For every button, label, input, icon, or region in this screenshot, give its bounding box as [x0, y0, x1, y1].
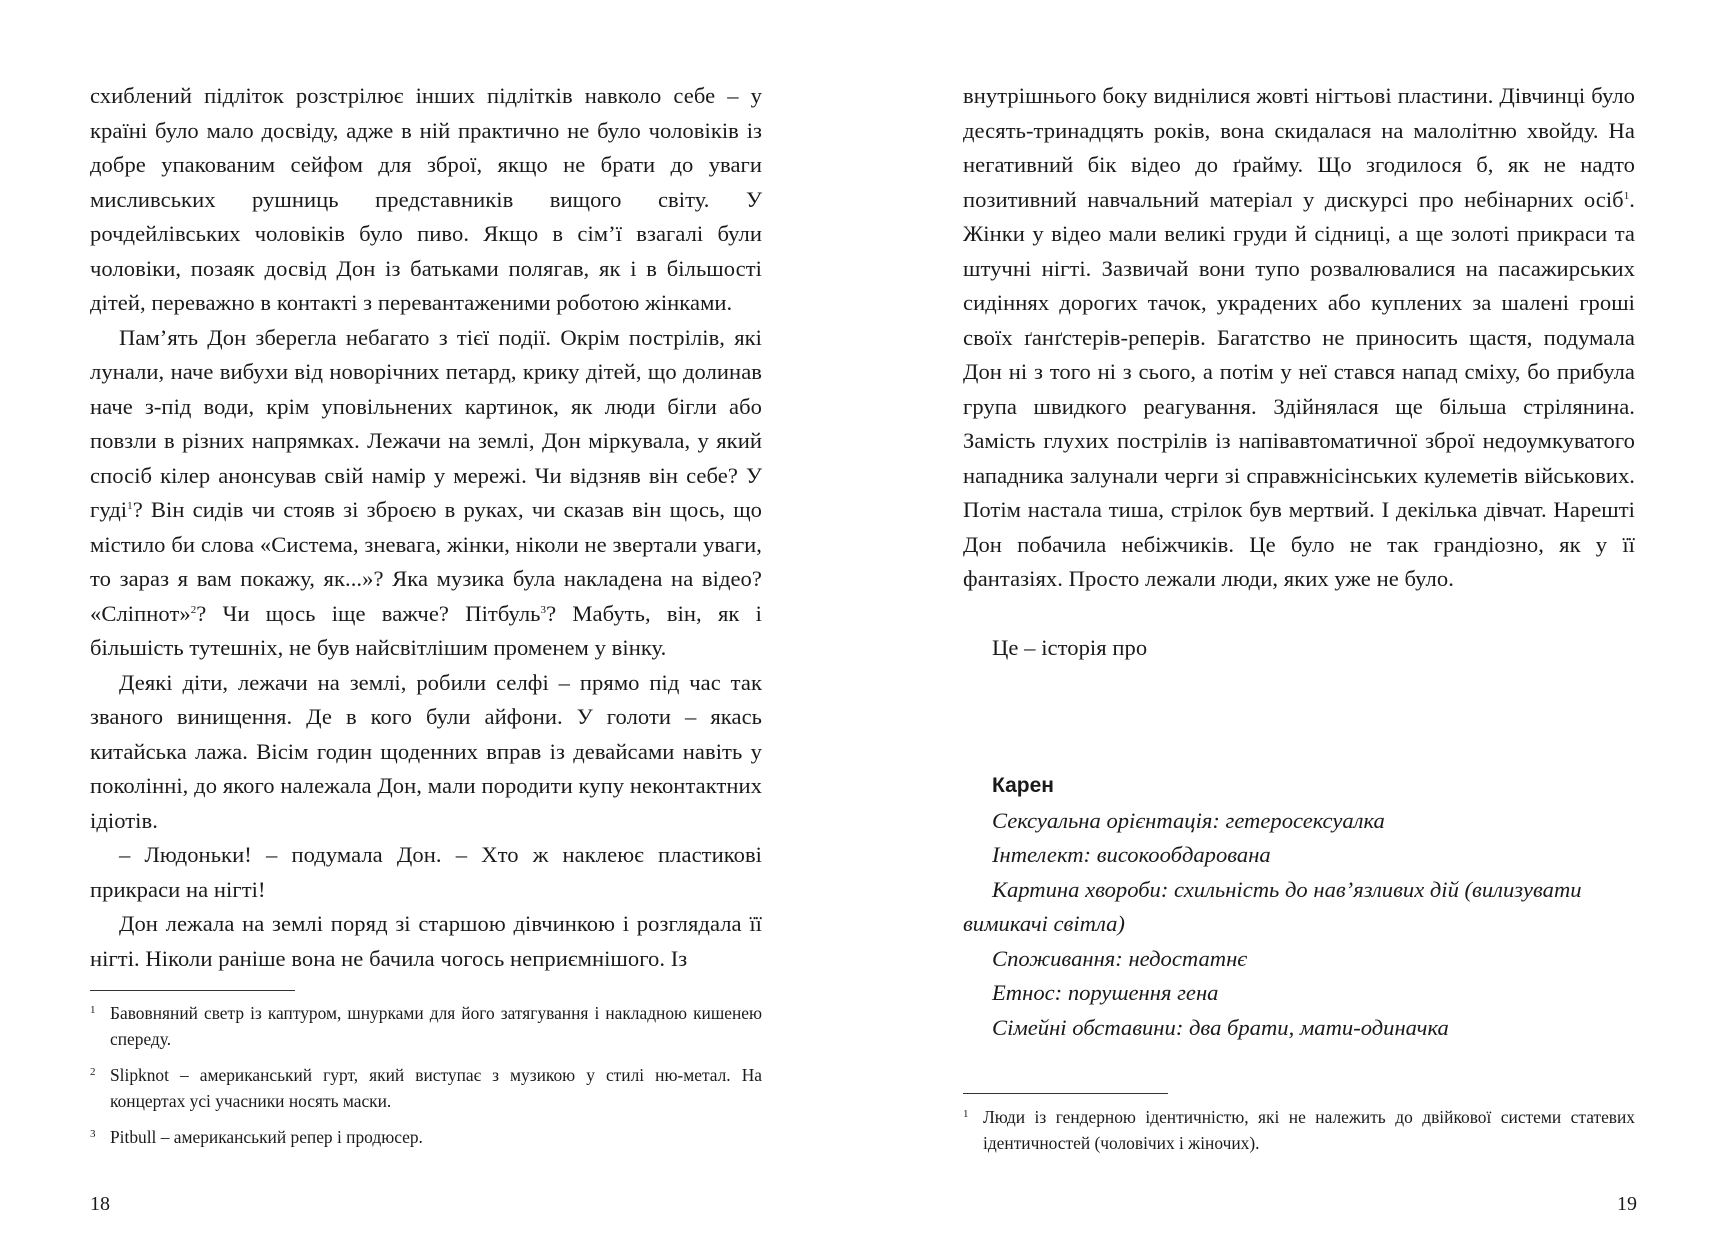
footnote [90, 1062, 762, 1114]
paragraph [90, 79, 762, 321]
profile-consumption: Споживання: недостатнє [992, 945, 1248, 971]
paragraph [963, 79, 1635, 597]
paragraph-text: схиблений підліток розстрілює інших підлітків навколо себе – у країні було мало досвіду, адже в ній практично не було чоловіків із добре упакованим сейфом для зброї, якщо не брати до уваги мисливських рушниць представників вищого світу. У рочдейлівських чоловіків було пиво. Якщо в сім’ї взагалі були чоловіки, позаяк досвід Дон із батьками полягав, як і в більшості дітей, переважно в контакті з перевантаженими роботою жінками. [90, 83, 762, 315]
footnote-text: Люди із гендерною ідентичністю, які не належить до двійкової системи статевих ідентичностей (чоловічих і жіночих). [983, 1107, 1635, 1153]
profile-intellect: Інтелект: високообдарована [992, 842, 1271, 867]
profile-family: Сімейні обставини: два брати, мати-одиначка [992, 1014, 1449, 1040]
footnote-text: Slipknot – американський гурт, який виступає з музикою у стилі ню-метал. На концертах усі учасники носять маски. [110, 1065, 762, 1111]
paragraph-text: Дон лежала на землі поряд зі старшою дівчинкою і розглядала її нігті. Ніколи раніше вона не бачила чогось неприємнішого. Із [90, 911, 762, 971]
right-footnote-rule [963, 1093, 1168, 1094]
profile-orientation: Сексуальна орієнтація: гетеросексуалка [992, 807, 1385, 833]
paragraph [90, 907, 762, 976]
paragraph-text: внутрішнього боку виднілися жовті нігтьові пластини. Дівчинці було десять-тринадцять років, вона скидалася на малолітню хвойду. На негативний бік відео до ґрайму. Що згодилося б, як не надто позитивний навчальний матеріал у дискурсі про небінарних осіб [963, 83, 1635, 212]
paragraph-text: ? Мабуть, він, як і більшість тутешніх, не був найсвітлішим променем у вінку. [90, 600, 763, 660]
profile-illness: Картина хвороби: схильність до нав’язливих дій (вилизувати вимикачі світла) [963, 876, 1582, 936]
left-page [0, 0, 856, 1258]
footnote [963, 1104, 1635, 1156]
paragraph-text: – Людоньки! – подумала Дон. – Хто ж наклеює пластикові прикраси на нігті! [90, 842, 762, 902]
footnote-mark: 1 [963, 1108, 969, 1120]
paragraph-text: ? Він сидів чи стояв зі зброєю в руках, чи сказав він щось, що містило би слова «Система, зневага, жінки, ніколи не звертали уваги, то зараз я вам покажу, як...»? Яка музика була накладена на відео? «Сліпнот» [90, 497, 762, 626]
footnote-ref: 1 [127, 500, 133, 512]
paragraph-text: ? Чи щось іще важче? Пітбуль [196, 600, 541, 626]
paragraph-text: Деякі діти, лежачи на землі, робили селфі – прямо під час так званого винищення. Де в кого були айфони. У голоти – якась китайська лажа. Вісім годин щоденних вправ із девайсами навіть у поколінні, до якого належала Дон, мали породити купу неконтактних ідіотів. [90, 669, 762, 833]
footnote-ref: 1 [1623, 189, 1630, 202]
left-page-number: 18 [90, 1193, 110, 1215]
paragraph [90, 838, 762, 907]
right-footnotes [963, 1104, 1635, 1166]
left-body-text [90, 79, 762, 976]
footnote-text: Бавовняний светр із каптуром, шнурками для його затягування і накладною кишенею спереду. [110, 1003, 762, 1049]
footnote [90, 1000, 762, 1052]
paragraph [90, 321, 762, 666]
left-footnote-rule [90, 990, 295, 991]
right-body-text [963, 79, 1635, 1045]
footnote-ref: 2 [190, 603, 197, 616]
footnote-ref: 3 [540, 603, 547, 616]
profile-ethnos: Етнос: порушення гена [992, 980, 1219, 1005]
profile-name: Карен [992, 774, 1054, 797]
story-line: Це – історія про [992, 635, 1148, 660]
paragraph-text: . Жінки у відео мали великі груди й сідниці, а ще золоті прикраси та штучні нігті. Зазвичай вони тупо розвалювалися на пасажирських сидіннях дорогих тачок, украдених або куплених за шалені гроші своїх ґанґстерів-реперів. Багатство не приносить щастя, подумала Дон ні з того ні з сього, а потім у неї стався напад сміху, бо прибула група швидкого реагування. Здійнялася ще більша стрілянина. Замість глухих пострілів із напівавтоматичної зброї недоумкуватого нападника залунали черги зі справжнісінських кулеметів військових. Потім настала тиша, стрілок був мертвий. І декілька дівчат. Нарешті Дон побачила небіжчиків. Це було не так грандіозно, як у її фантазіях. Просто лежали люди, яких уже не було. [963, 186, 1635, 591]
footnote-mark: 1 [90, 1004, 96, 1016]
footnote-text: Pitbull – американський репер і продюсер. [110, 1127, 423, 1147]
right-page [857, 0, 1713, 1258]
footnote [90, 1124, 762, 1150]
footnote-mark: 3 [90, 1128, 96, 1140]
paragraph [90, 666, 762, 839]
right-page-number: 19 [1617, 1193, 1637, 1215]
left-footnotes [90, 1000, 762, 1160]
paragraph-text: Пам’ять Дон зберегла небагато з тієї події. Окрім пострілів, які лунали, наче вибухи від новорічних петард, крику дітей, що долинав наче з-під води, крім уповільнених картинок, як люди бігли або повзли в різних напрямках. Лежачи на землі, Дон міркувала, у який спосіб кілер анонсував свій намір у мережі. Чи відзняв він себе? У гуді [90, 324, 762, 522]
footnote-mark: 2 [90, 1066, 96, 1078]
